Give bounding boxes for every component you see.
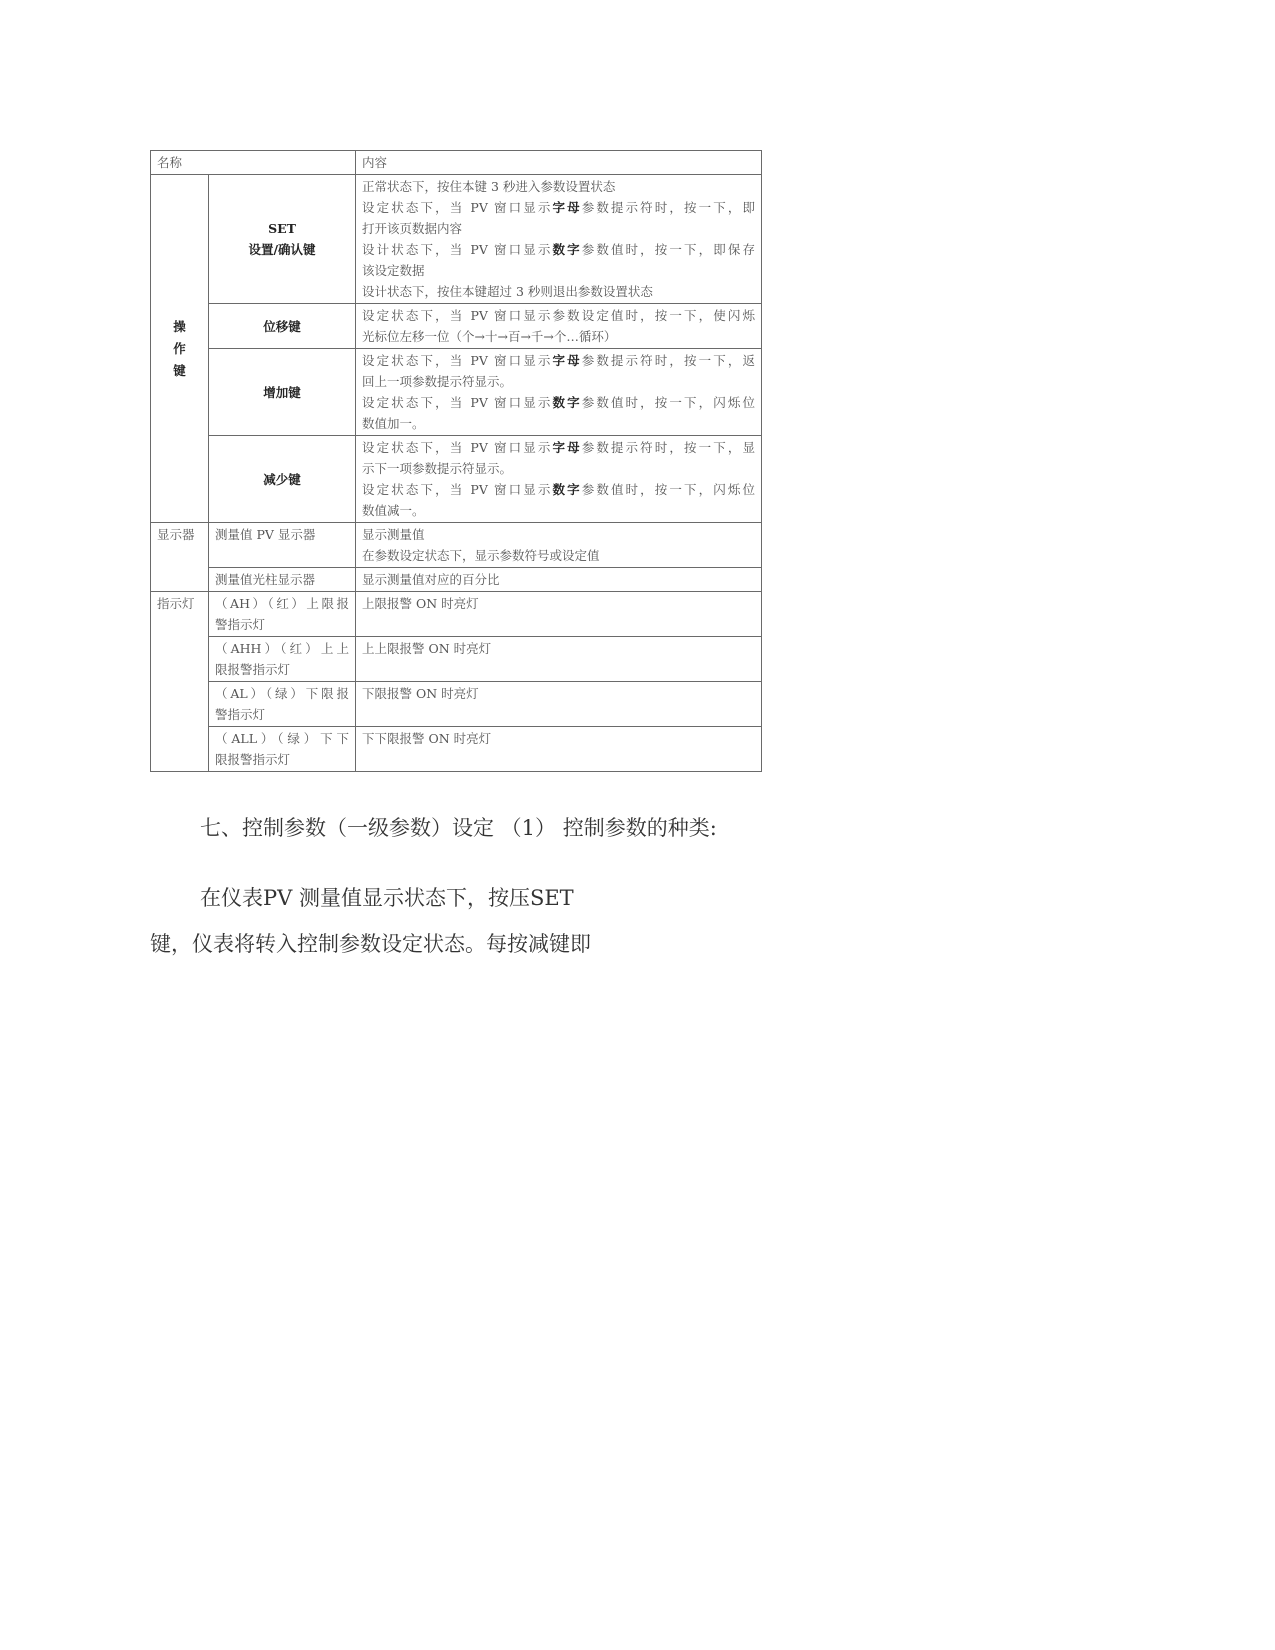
- key-name-line: SET: [268, 221, 296, 236]
- category-char: 操: [173, 318, 186, 334]
- content-line: [362, 437, 755, 458]
- indicator-content-ah: 上限报警 ON 时亮灯: [356, 592, 762, 637]
- parameter-table: [150, 150, 762, 772]
- name-line: 限报警指示灯: [215, 662, 291, 677]
- key-name-increase: 增加键: [209, 349, 356, 436]
- indicator-name-al: [209, 682, 356, 727]
- category-operation-keys: [151, 175, 209, 523]
- section-heading: 七、控制参数（一级参数）设定 （1） 控制参数的种类:: [200, 816, 717, 840]
- name-line: （ALL）（绿）下下: [215, 731, 350, 746]
- key-content-decrease: [356, 436, 762, 523]
- key-content-set: [356, 175, 762, 304]
- content-text: 设定状态下，当 PV 窗口显示: [362, 482, 553, 497]
- content-line: [362, 239, 755, 260]
- category-char: 键: [173, 362, 186, 378]
- content-text: 设定状态下，当 PV 窗口显示: [362, 353, 553, 368]
- key-name-set: [209, 175, 356, 304]
- name-line: （AH）（红）上限报: [215, 596, 350, 611]
- content-text: 设定状态下，当 PV 窗口显示: [362, 395, 553, 410]
- display-name-pv: 测量值 PV 显示器: [209, 523, 356, 568]
- content-text: 参数提示符时，按一下，返: [581, 353, 756, 368]
- content-text: 设定状态下，当 PV 窗口显示: [362, 440, 553, 455]
- indicator-content-all: 下下限报警 ON 时亮灯: [356, 727, 762, 772]
- display-name-bar: 测量值光柱显示器: [209, 568, 356, 592]
- table-row: [151, 175, 762, 304]
- indicator-content-ahh: 上上限报警 ON 时亮灯: [356, 637, 762, 682]
- key-name-line: 设置/确认键: [248, 242, 316, 257]
- content-line: [362, 479, 755, 500]
- table-row: [151, 436, 762, 523]
- content-bold: 数字: [552, 395, 582, 410]
- content-line: 光标位左移一位（个→十→百→千→个…循环）: [362, 329, 617, 344]
- table-header-row: [151, 151, 762, 175]
- table-row: [151, 682, 762, 727]
- content-line: 在参数设定状态下，显示参数符号或设定值: [362, 548, 600, 563]
- content-text: 参数值时，按一下，即保存: [581, 242, 756, 257]
- content-line: 打开该页数据内容: [362, 221, 463, 236]
- content-line: 数值加一。: [362, 416, 425, 431]
- display-content-bar: 显示测量值对应的百分比: [356, 568, 762, 592]
- content-line: 正常状态下，按住本键 3 秒进入参数设置状态: [362, 179, 616, 194]
- paragraph-line: 在仪表PV 测量值显示状态下，按压SET: [200, 886, 574, 910]
- display-content-pv: [356, 523, 762, 568]
- key-name-shift: 位移键: [209, 304, 356, 349]
- indicator-name-ahh: [209, 637, 356, 682]
- table-row: [151, 349, 762, 436]
- name-line: （AL）（绿）下限报: [215, 686, 350, 701]
- paragraph-line: 键，仪表将转入控制参数设定状态。每按减键即: [150, 932, 591, 956]
- category-indicator: 指示灯: [151, 592, 209, 772]
- name-line: 限报警指示灯: [215, 752, 291, 767]
- name-line: 警指示灯: [215, 617, 266, 632]
- content-line: 数值减一。: [362, 503, 425, 518]
- name-line: 警指示灯: [215, 707, 266, 722]
- content-line: 示下一项参数提示符显示。: [362, 461, 513, 476]
- content-line: 设计状态下，按住本键超过 3 秒则退出参数设置状态: [362, 284, 653, 299]
- name-line: （AHH）（红）上上: [215, 641, 350, 656]
- table-row: [151, 568, 762, 592]
- content-line: [362, 197, 755, 218]
- table-row: [151, 592, 762, 637]
- content-line: 回上一项参数提示符显示。: [362, 374, 513, 389]
- content-line: 设定状态下，当 PV 窗口显示参数设定值时，按一下，使闪烁: [362, 308, 756, 323]
- key-content-shift: [356, 304, 762, 349]
- content-bold: 字母: [552, 200, 582, 215]
- table-row: [151, 637, 762, 682]
- key-content-increase: [356, 349, 762, 436]
- content-line: [362, 350, 755, 371]
- indicator-name-all: [209, 727, 356, 772]
- content-line: 显示测量值: [362, 527, 425, 542]
- indicator-content-al: 下限报警 ON 时亮灯: [356, 682, 762, 727]
- content-text: 参数提示符时，按一下，显: [581, 440, 756, 455]
- content-line: [362, 392, 755, 413]
- content-text: 设定状态下，当 PV 窗口显示: [362, 200, 553, 215]
- table-row: [151, 727, 762, 772]
- content-bold: 数字: [552, 482, 582, 497]
- content-text: 参数提示符时，按一下，即: [581, 200, 756, 215]
- content-bold: 字母: [552, 440, 582, 455]
- table-row: [151, 304, 762, 349]
- header-name-cell: 名称: [151, 151, 356, 175]
- content-text: 参数值时，按一下，闪烁位: [581, 395, 756, 410]
- table-row: [151, 523, 762, 568]
- content-bold: 字母: [552, 353, 582, 368]
- content-text: 参数值时，按一下，闪烁位: [581, 482, 756, 497]
- category-char: 作: [173, 340, 186, 356]
- header-content-cell: 内容: [356, 151, 762, 175]
- indicator-name-ah: [209, 592, 356, 637]
- content-text: 设计状态下，当 PV 窗口显示: [362, 242, 553, 257]
- key-name-decrease: 减少键: [209, 436, 356, 523]
- content-line: 该设定数据: [362, 263, 425, 278]
- content-bold: 数字: [552, 242, 582, 257]
- category-display: 显示器: [151, 523, 209, 592]
